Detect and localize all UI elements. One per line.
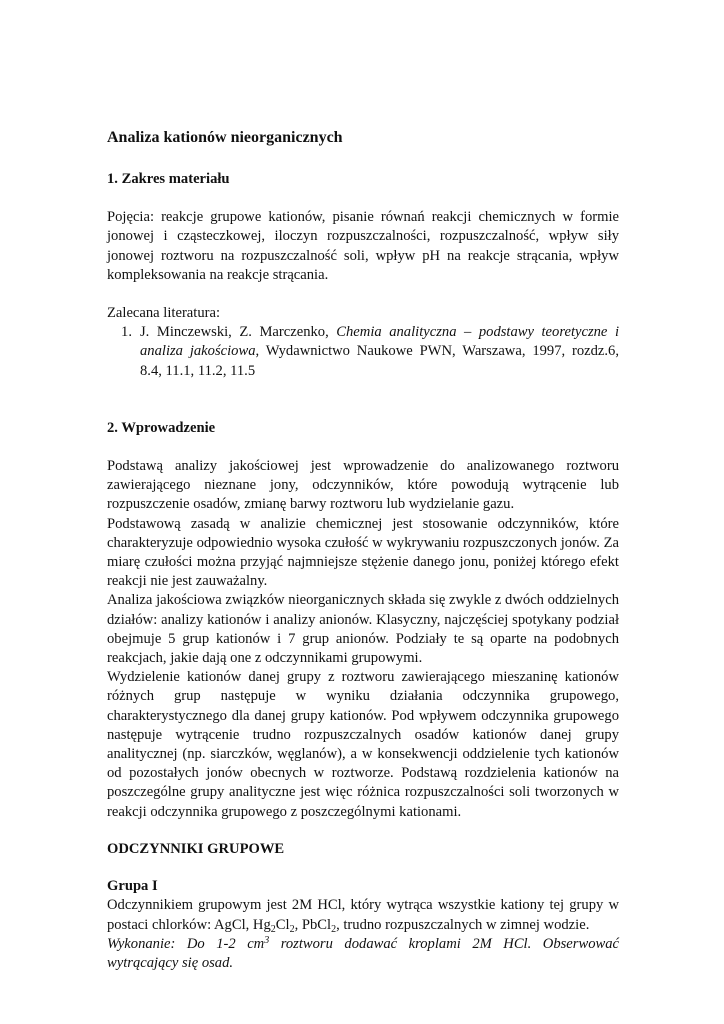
intro-paragraph: Podstawową zasadą w analizie chemicznej jest stosowanie odczynników, które charakteryzuje odpowiednio wysoka czułość w wykrywaniu rozpuszczonych jonów. Za miarę czułości można przyjąć najmniejsze stężenie danego jonu, poniżej którego efekt reakcji nie jest zauważalny.: [107, 515, 619, 590]
page-title: Analiza kationów nieorganicznych: [107, 129, 343, 146]
literature-list: [107, 323, 619, 381]
reagents-heading: ODCZYNNIKI GRUPOWE: [107, 840, 285, 857]
document-page: [107, 128, 619, 973]
section-heading-intro: 2. Wprowadzenie: [107, 419, 216, 436]
section-heading-scope: 1. Zakres materiału: [107, 171, 230, 187]
literature-reference: [140, 323, 619, 381]
intro-paragraph: Podstawą analizy jakościowej jest wprowadzenie do analizowanego roztworu zawierającego nieznane jony, odczynników, które powodują wytrącenie lub rozpuszczenie osadów, zmianę barwy roztworu lub wydzielanie gazu.: [107, 458, 619, 513]
group-description: Odczynnikiem grupowym jest 2M HCl, który wytrąca wszystkie kationy tej grupy w postaci chlorków: AgCl, $Hg_2Cl_2$, PbCl$_2$, trudno rozpuszczalnych w zimnej wodzie.: [107, 897, 619, 935]
procedure-text: Wykonanie: Do 1-2 $cm^3$ roztworu dodawać kroplami 2M HCl. Obserwować wytrącający się osad.: [107, 934, 619, 971]
literature-label: Zalecana literatura:: [107, 305, 221, 322]
concepts-paragraph: Pojęcia: reakcje grupowe kationów, pisanie równań reakcji chemicznych w formie jonowej i cząsteczkowej, iloczyn rozpuszczalności, rozpuszczalność, wpływ siły jonowej roztworu na rozpuszczalność soli, wpływ pH na reakcje strącania, wpływ kompleksowania na reakcje strącania.: [107, 209, 619, 283]
intro-paragraph: Wydzielenie kationów danej grupy z roztworu zawierającego mieszaninę kationów różnych grup następuje w wyniku działania odczynnika grupowego, charakterystycznego dla danej grupy kationów. Pod wpływem odczynnika grupowego następuje wytrącenie trudno rozpuszczalnych osadów kationów danej grupy analitycznej (np. siarczków, węglanów), a w konsekwencji oddzielenie tych kationów od pozostałych jonów obecnych w roztworze. Podstawą rozdzielenia kationów na poszczególne grupy analityczne jest więc różnica rozpuszczalności soli tworzonych w reakcji odczynnika grupowego z poszczególnymi kationami.: [107, 669, 619, 820]
reference-publisher: , Wydawnictwo Naukowe PWN, Warszawa, 1997, rozdz.6, 8.4, 11.1, 11.2, 11.5: [140, 343, 619, 379]
reference-authors: J. Minczewski, Z. Marczenko,: [140, 324, 337, 341]
group-heading: Grupa I: [107, 878, 158, 895]
reference-book-title: Chemia analityczna – podstawy teoretyczne i analiza jakościowa: [140, 324, 619, 360]
literature-number: 1.: [121, 324, 132, 341]
intro-paragraph: Analiza jakościowa związków nieorganicznych składa się zwykle z dwóch oddzielnych działów: analizy kationów i analizy anionów. Klasyczny, najczęściej spotykany podział obejmuje 5 grup kationów i 7 grup anionów. Podziały te są oparte na podobnych reakcjach, jakie dają one z odczynnikami grupowymi.: [107, 592, 619, 667]
literature-item: [107, 323, 619, 381]
